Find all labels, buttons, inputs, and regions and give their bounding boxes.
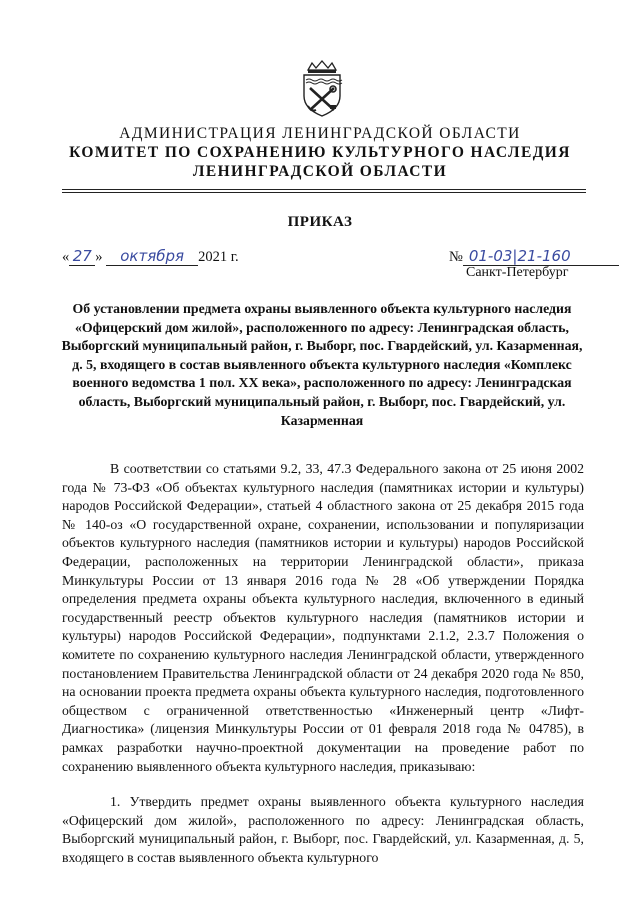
date-month: октября <box>106 247 198 266</box>
date-close-quote: » <box>95 249 103 265</box>
document-title: ПРИКАЗ <box>287 214 353 230</box>
preamble-paragraph: В соответствии со статьями 9.2, 33, 47.3 Федерального закона от 25 июня 2002 года № 73-ФЗ «Об объектах культурного наследия (памятниках истории и культуры) народов Российской Федерации», статьей 4 областного закона от 25 декабря 2015 года № 140-оз «О государственной охране, сохранении, использовании и популяризации объектов культурного наследия (памятников истории и культуры) народов Российской Федерации, расположенных на территории Ленинградской области», приказа Минкультуры России от 13 января 2016 года № 28 «Об утверждении Порядка определения предмета охраны объекта культурного наследия, включенного в единый государственный реестр объектов культурного наследия (памятников истории и культуры) народов Российской Федерации», подпунктами 2.1.2, 2.3.7 Положения о комитете по сохранению культурного наследия Ленинградской области, утвержденного постановлением Правительства Ленинградской области от 24 декабря 2020 года № 850, на основании проекта предмета охраны объекта культурного наследия, подготовленного обществом с ограниченной ответственностью «Инженерный центр «Лифт-Диагностика» (лицензия Минкультуры России от 01 февраля 2018 года № 04785), в рамках разработки научно-проектной документации на проведение работ по сохранению выявленного объекта культурного наследия, приказываю: <box>62 461 584 774</box>
org-name-line-3: ЛЕНИНГРАДСКОЙ ОБЛАСТИ <box>192 163 448 180</box>
number-prefix: № <box>449 249 463 265</box>
order-city: Санкт-Петербург <box>466 265 569 280</box>
coat-of-arms-icon <box>300 60 344 118</box>
header-divider-bottom <box>62 192 586 193</box>
date-day: 27 <box>69 247 95 266</box>
item-1-paragraph: 1. Утвердить предмет охраны выявленного объекта культурного наследия «Офицерский дом жилой», расположенного по адресу: Ленинградская область, Выборгский муниципальный район, г. Выборг, пос. Гвардейский, ул. Казарменная, д. 5, входящего в состав выявленного объекта культурного <box>62 794 584 865</box>
org-name-line-1: АДМИНИСТРАЦИЯ ЛЕНИНГРАДСКОЙ ОБЛАСТИ <box>119 125 521 142</box>
order-subject: Об установлении предмета охраны выявленного объекта культурного наследия «Офицерский дом жилой», расположенного по адресу: Ленинградская область, Выборгский муниципальный район, г. Выборг, пос. Гвардейский, ул. Казарменная, д. 5, входящего в состав выявленного объекта культурного наследия «Комплекс военного ведомства 1 пол. XX века», расположенного по адресу: Ленинградская область, Выборгский муниципальный район, г. Выборг, пос. Гвардейский, ул. Казарменная <box>61 301 583 428</box>
date-year: 2021 г. <box>198 249 239 265</box>
date-open-quote: « <box>62 249 70 265</box>
number-value: 01-03|21-160 <box>463 247 619 266</box>
order-number <box>449 247 619 266</box>
order-date <box>62 247 239 266</box>
org-name-line-2: КОМИТЕТ ПО СОХРАНЕНИЮ КУЛЬТУРНОГО НАСЛЕДИЯ <box>69 144 571 161</box>
header-divider-top <box>62 189 586 190</box>
order-body <box>62 460 584 867</box>
